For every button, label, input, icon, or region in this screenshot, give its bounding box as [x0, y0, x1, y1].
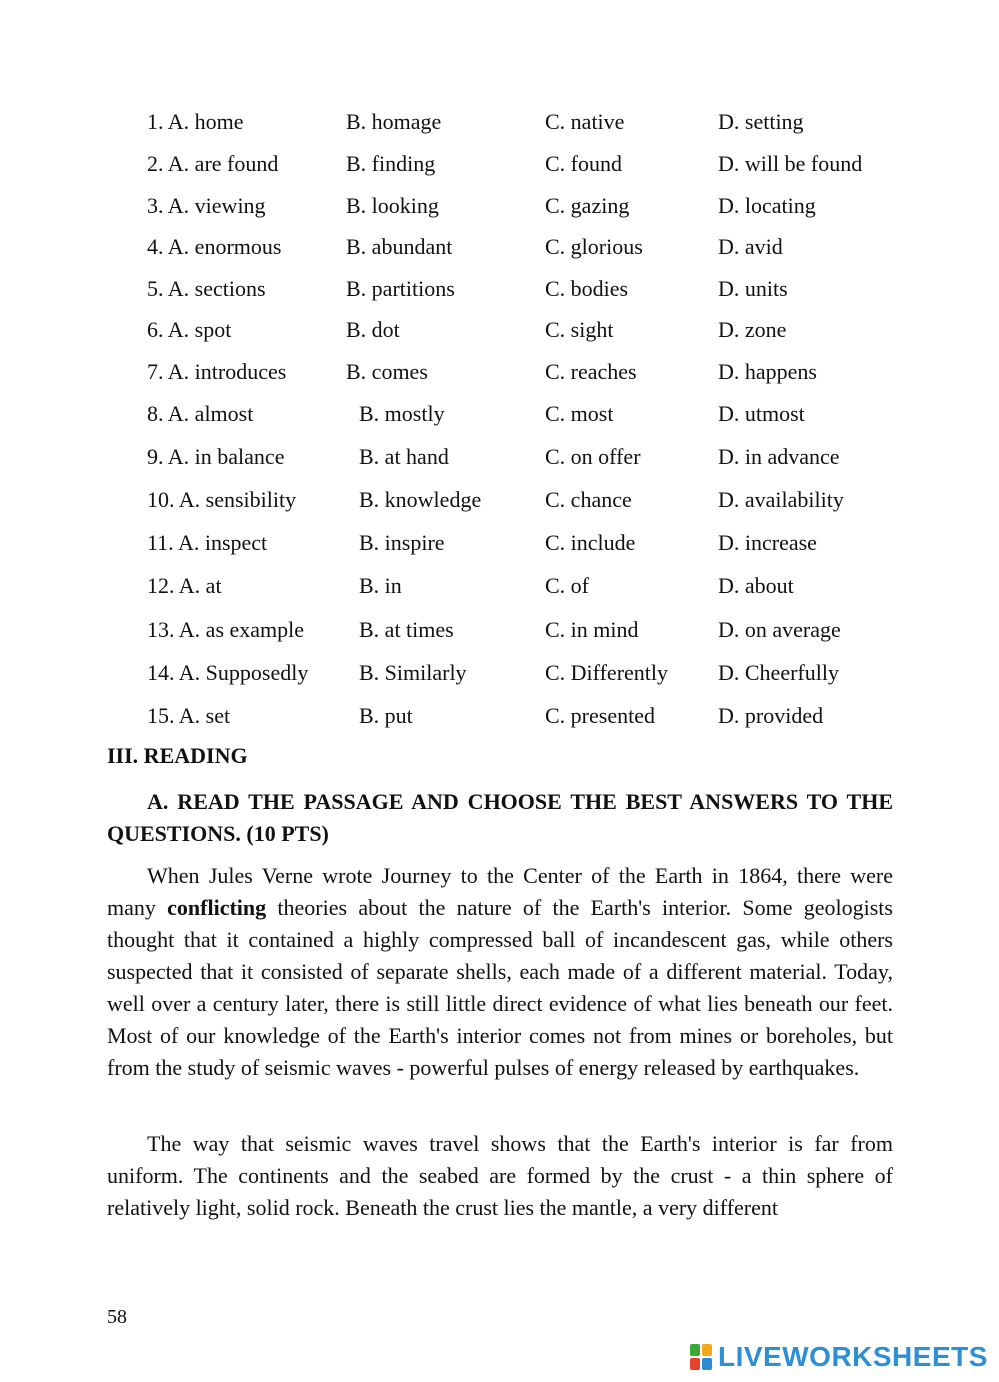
option-d: D. increase [718, 530, 817, 555]
option-d: D. in advance [718, 444, 840, 469]
option-b: B. partitions [346, 276, 455, 301]
option-c: C. reaches [545, 359, 637, 384]
passage-paragraph-2: The way that seismic waves travel shows that the Earth's interior is far from uniform. The continents and the seabed are formed by the crust - a thin sphere of relatively light, solid rock. Beneath the crust lies the mantle, a very different [107, 1131, 893, 1220]
option-b: B. comes [346, 359, 428, 384]
option-b: B. abundant [346, 234, 453, 259]
option-c: C. in mind [545, 617, 639, 642]
option-b: B. Similarly [359, 660, 467, 685]
section-title: III. READING [107, 743, 248, 768]
option-a: 9. A. in balance [147, 444, 285, 469]
option-d: D. units [718, 276, 788, 301]
option-a: 3. A. viewing [147, 193, 266, 218]
option-a: 8. A. almost [147, 401, 254, 426]
option-c: C. gazing [545, 193, 630, 218]
liveworksheets-icon [690, 1344, 712, 1370]
option-b: B. finding [346, 151, 436, 176]
option-a: 1. A. home [147, 109, 244, 134]
option-b: B. put [359, 703, 413, 728]
highlighted-word: conflicting [167, 895, 267, 920]
option-d: D. utmost [718, 401, 805, 426]
option-d: D. about [718, 573, 794, 598]
option-a: 5. A. sections [147, 276, 266, 301]
passage-text: theories about the nature of the Earth's interior. Some geologists thought that it contained a highly compressed ball of incandescent gas, while others suspected that it consisted of separate shells, each made of a different material. Today, well over a century later, there is still little direct evidence of what lies beneath our feet. Most of our knowledge of the Earth's interior comes not from mines or boreholes, but from the study of seismic waves - powerful pulses of energy released by earthquakes. [107, 895, 893, 1080]
option-d: D. happens [718, 359, 817, 384]
option-d: D. avid [718, 234, 783, 259]
option-c: C. include [545, 530, 636, 555]
option-a: 7. A. introduces [147, 359, 287, 384]
option-a: 15. A. set [147, 703, 231, 728]
option-d: D. on average [718, 617, 841, 642]
option-c: C. presented [545, 703, 655, 728]
option-a: 10. A. sensibility [147, 487, 297, 512]
option-a: 12. A. at [147, 573, 222, 598]
option-c: C. glorious [545, 234, 643, 259]
option-b: B. knowledge [359, 487, 482, 512]
option-b: B. at hand [359, 444, 449, 469]
option-c: C. on offer [545, 444, 641, 469]
option-d: D. will be found [718, 151, 863, 176]
option-b: B. homage [346, 109, 442, 134]
option-c: C. Differently [545, 660, 669, 685]
passage-paragraph-1 [107, 860, 893, 1084]
option-a: 2. A. are found [147, 151, 279, 176]
option-c: C. native [545, 109, 625, 134]
option-b: B. inspire [359, 530, 445, 555]
option-b: B. dot [346, 317, 400, 342]
option-c: C. sight [545, 317, 614, 342]
option-c: C. of [545, 573, 589, 598]
option-a: 13. A. as example [147, 617, 305, 642]
option-a: 11. A. inspect [147, 530, 268, 555]
option-d: D. setting [718, 109, 804, 134]
option-a: 6. A. spot [147, 317, 232, 342]
option-a: 14. A. Supposedly [147, 660, 309, 685]
option-b: B. at times [359, 617, 454, 642]
option-c: C. most [545, 401, 614, 426]
passage-text: When Jules Verne wrote Journey to the Center of the Earth in 1864, there were many [107, 863, 893, 920]
option-d: D. availability [718, 487, 844, 512]
passage-instructions: A. READ THE PASSAGE AND CHOOSE THE BEST ANSWERS TO THE QUESTIONS. (10 PTS) [107, 789, 893, 846]
option-d: D. zone [718, 317, 787, 342]
option-d: D. locating [718, 193, 816, 218]
option-c: C. bodies [545, 276, 629, 301]
option-d: D. Cheerfully [718, 660, 839, 685]
option-b: B. mostly [359, 401, 445, 426]
page-number: 58 [107, 1306, 127, 1328]
option-c: C. found [545, 151, 622, 176]
option-b: B. in [359, 573, 402, 598]
option-b: B. looking [346, 193, 439, 218]
brand-name: LIVEWORKSHEETS [718, 1341, 988, 1372]
option-d: D. provided [718, 703, 824, 728]
option-a: 4. A. enormous [147, 234, 282, 259]
option-c: C. chance [545, 487, 632, 512]
liveworksheets-logo [690, 1340, 988, 1374]
